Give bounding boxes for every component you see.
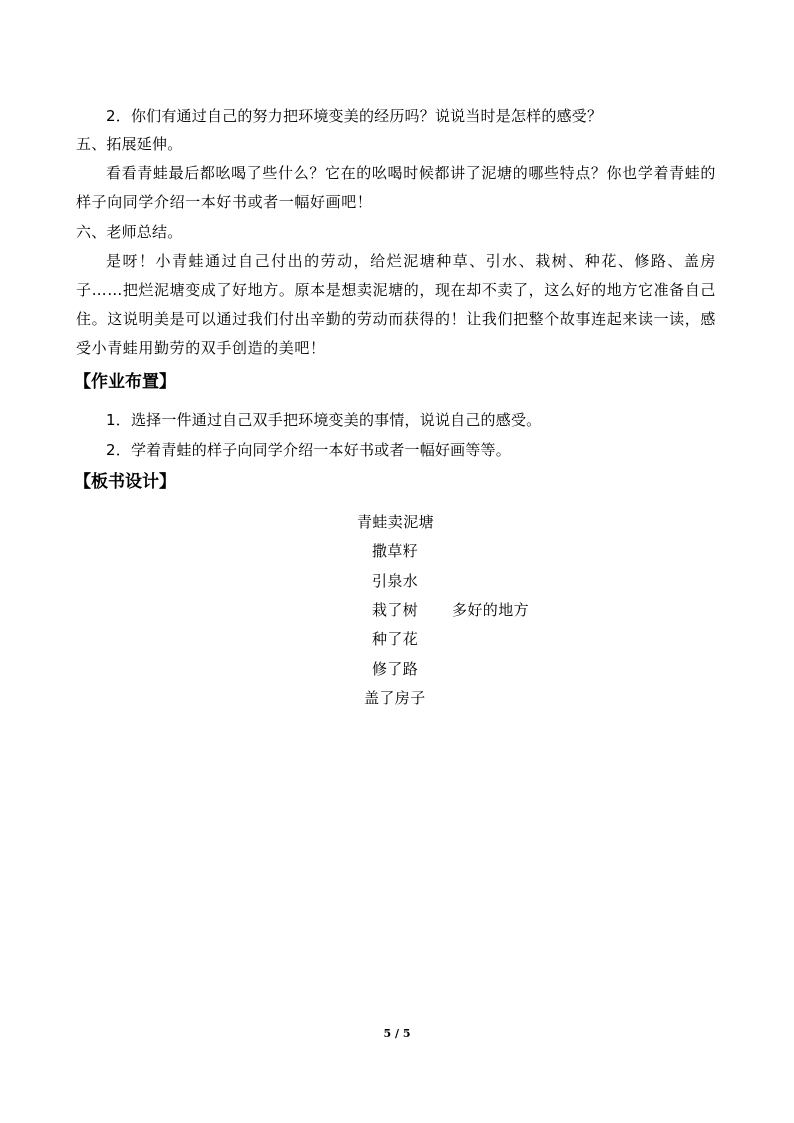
section-5-title: 五、拓展延伸。 [76, 135, 183, 153]
board-item-3: 栽了树 [372, 601, 419, 619]
homework-heading: 【作业布置】 [74, 372, 176, 392]
section-6-body: 是呀！小青蛙通过自己付出的劳动，给烂泥塘种草、引水、栽树、种花、修路、盖房子……把烂泥塘变成了好地方。原本是想卖泥塘的，现在却不卖了，这么好的地方它准备自己住。这说明美是可以通过我们付出辛勤的劳动而获得的！让我们把整个故事连起来读一读，感受小青蛙用勤劳的双手创造的美吧！ [76, 252, 716, 357]
board-item-6: 盖了房子 [364, 689, 426, 707]
page-number: 5 / 5 [383, 1027, 411, 1040]
question-2: 2．你们有通过自己的努力把环境变美的经历吗？说说当时是怎样的感受？ [106, 107, 603, 125]
homework-item-2: 2．学着青蛙的样子向同学介绍一本好书或者一幅好画等等。 [106, 441, 511, 459]
board-item-4: 种了花 [372, 630, 419, 648]
section-6-title: 六、老师总结。 [76, 223, 183, 241]
section-5-body: 看看青蛙最后都吆喝了些什么？它在的吆喝时候都讲了泥塘的哪些特点？你也学着青蛙的样子向同学介绍一本好书或者一幅好画吧！ [76, 164, 716, 211]
board-summary: 多好的地方 [452, 601, 530, 619]
board-item-5: 修了路 [372, 660, 419, 678]
board-design-heading: 【板书设计】 [74, 472, 176, 492]
board-item-2: 引泉水 [372, 572, 419, 590]
homework-item-1: 1．选择一件通过自己双手把环境变美的事情，说说自己的感受。 [106, 411, 542, 429]
board-item-1: 撒草籽 [372, 542, 419, 560]
board-title: 青蛙卖泥塘 [357, 513, 435, 531]
